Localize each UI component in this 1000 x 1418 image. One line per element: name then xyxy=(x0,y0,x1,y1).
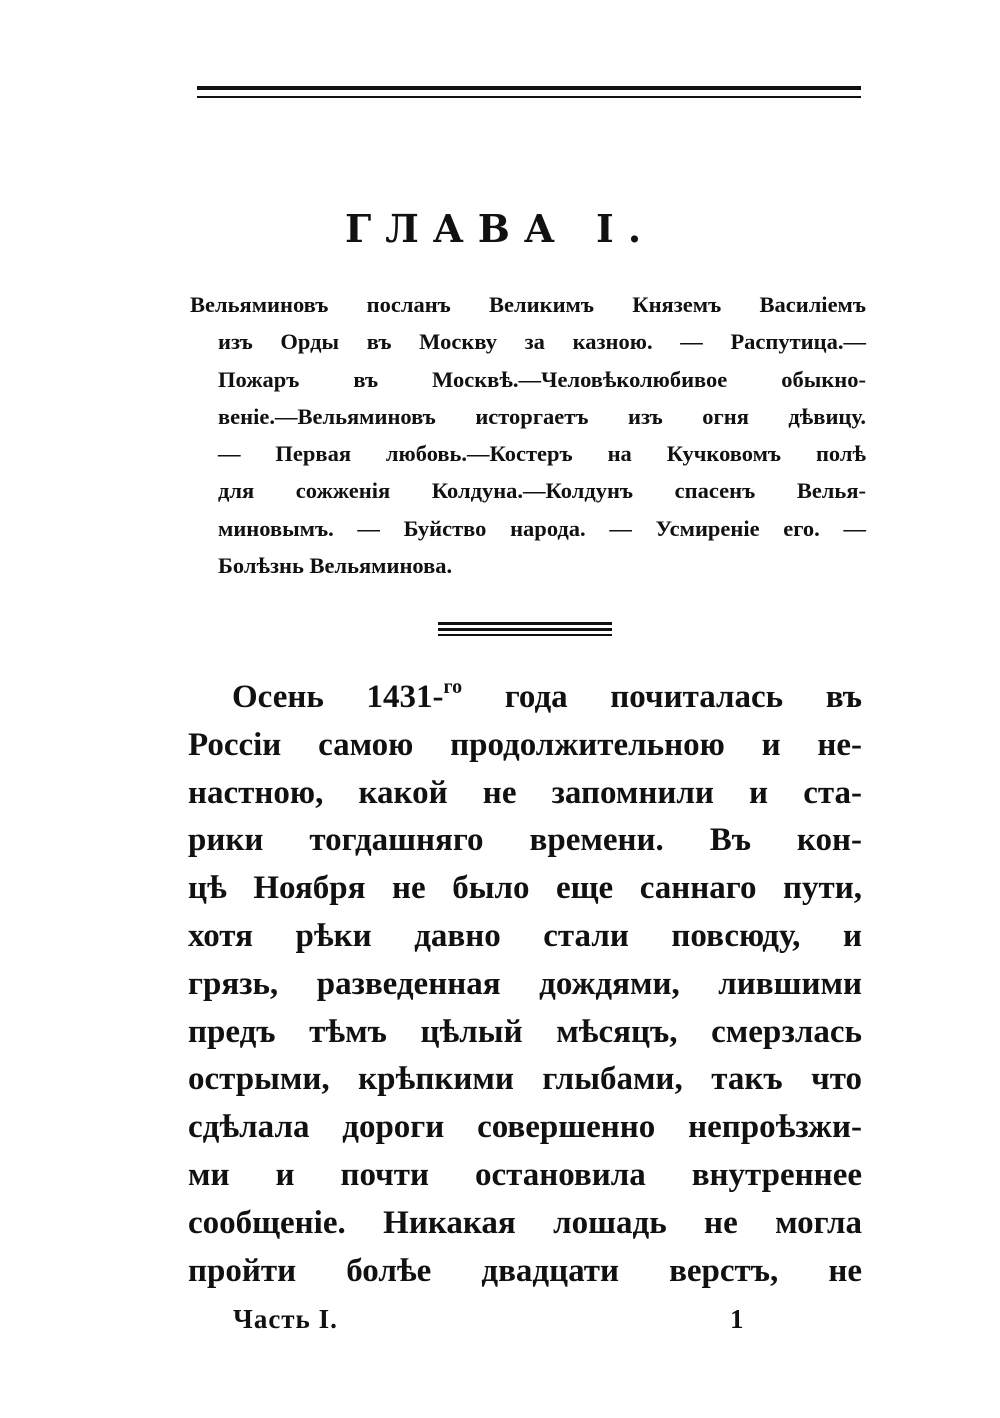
divider-line xyxy=(438,634,612,636)
top-double-rule xyxy=(197,86,861,102)
summary-line: — Первая любовь.—Костеръ на Кучковомъ полѣ xyxy=(218,441,866,467)
body-line: грязь, разведенная дождями, лившими xyxy=(188,965,862,1002)
divider-line xyxy=(438,622,612,625)
body-line: пройти болѣе двадцати верстъ, не xyxy=(188,1252,862,1289)
top-rule-thin-line xyxy=(197,96,861,98)
section-divider xyxy=(438,622,612,638)
body-line: хотя рѣки давно стали повсюду, и xyxy=(188,917,862,954)
body-line: цѣ Ноября не было еще саннаго пути, xyxy=(188,870,862,907)
summary-line: Вельяминовъ посланъ Великимъ Княземъ Василіемъ xyxy=(190,292,866,317)
body-line: настною, какой не запомнили и ста- xyxy=(188,774,862,811)
page-footer xyxy=(0,1304,1000,1344)
body-line: сдѣлала дороги совершенно непроѣзжи- xyxy=(188,1109,862,1146)
part-label: Часть I. xyxy=(233,1304,338,1334)
summary-line: веніе.—Вельяминовъ исторгаетъ изъ огня дѣвицу. xyxy=(218,403,866,429)
body-first-line-end: года почиталась въ xyxy=(462,679,862,715)
ordinal-suffix: го xyxy=(443,676,463,698)
chapter-body xyxy=(188,674,862,1295)
chapter-summary xyxy=(190,286,866,584)
summary-line: Пожаръ въ Москвѣ.—Человѣколюбивое обыкно- xyxy=(218,366,866,392)
body-line: сообщеніе. Никакая лошадь не могла xyxy=(188,1204,862,1241)
body-first-line-start: Осень 1431- xyxy=(232,679,444,715)
summary-line: изъ Орды въ Москву за казною. — Распутица.— xyxy=(218,329,866,355)
body-line: Россіи самою продолжительною и не- xyxy=(188,726,862,763)
body-line: ми и почти остановила внутреннее xyxy=(188,1156,862,1193)
chapter-heading: ГЛАВА I. xyxy=(344,206,656,251)
top-rule-thick-line xyxy=(197,86,861,90)
body-line: предъ тѣмъ цѣлый мѣсяцъ, смерзлась xyxy=(188,1013,862,1050)
summary-line: Болѣзнь Вельяминова. xyxy=(218,553,453,579)
body-line: рики тогдашняго времени. Въ кон- xyxy=(188,822,862,859)
page-number: 1 xyxy=(730,1304,744,1334)
divider-line xyxy=(438,628,612,631)
summary-line: для сожженія Колдуна.—Колдунъ спасенъ Велья- xyxy=(218,478,866,504)
body-first-line xyxy=(188,674,862,722)
body-line: острыми, крѣпкими глыбами, такъ что xyxy=(188,1061,862,1098)
summary-line: миновымъ. — Буйство народа. — Усмиреніе его. — xyxy=(218,515,866,541)
